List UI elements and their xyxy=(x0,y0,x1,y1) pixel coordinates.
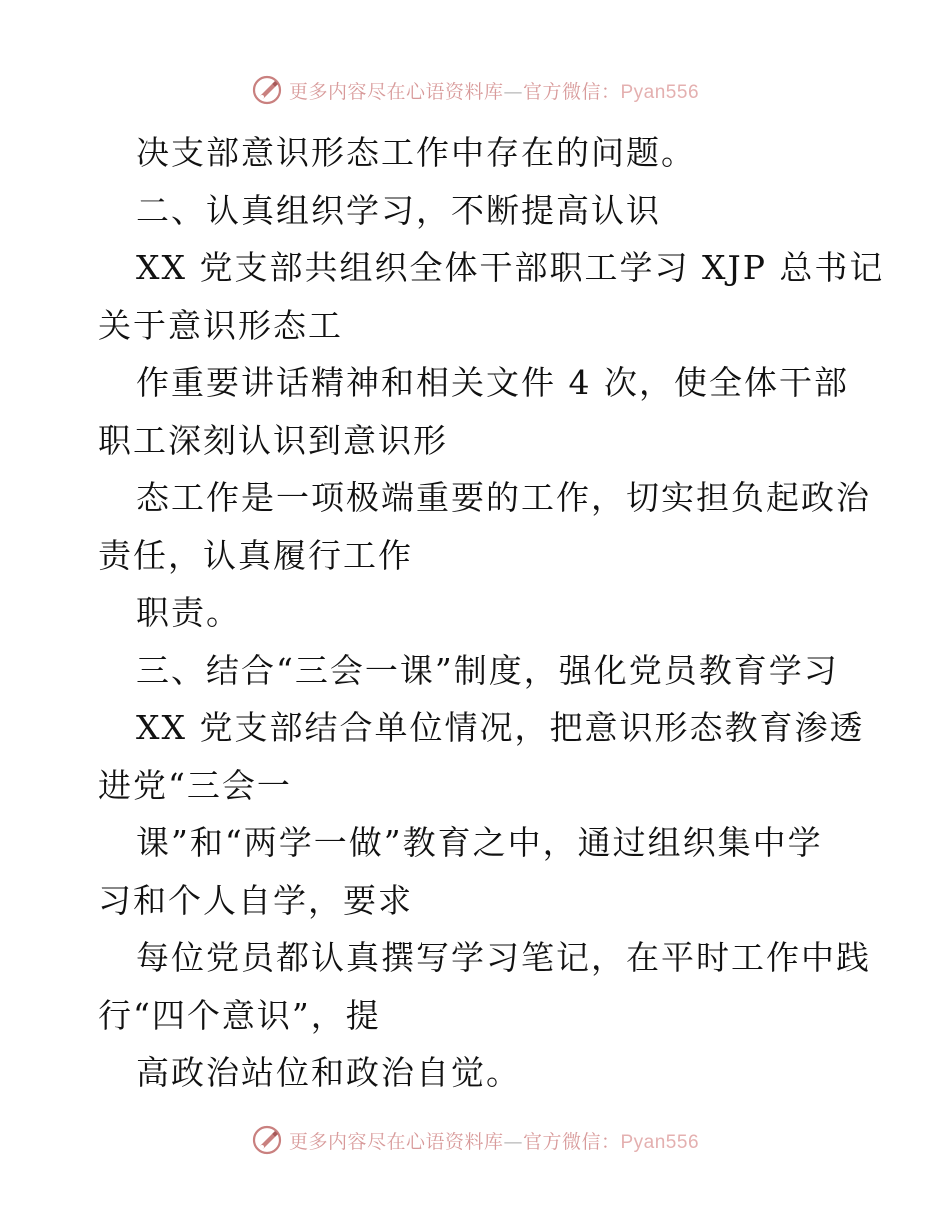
text-line: 职工深刻认识到意识形 xyxy=(98,420,448,460)
text-line: 关于意识形态工 xyxy=(98,305,343,345)
section-heading: 二、认真组织学习，不断提高认识 xyxy=(136,190,661,230)
text-line: 决支部意识形态工作中存在的问题。 xyxy=(136,133,696,172)
watermark-dash: — xyxy=(503,80,523,103)
pen-seal-icon xyxy=(251,74,283,106)
text-line: 责任，认真履行工作 xyxy=(98,535,413,575)
watermark-dash: — xyxy=(503,1130,523,1153)
watermark-contact-value: Pyan556 xyxy=(620,1131,700,1153)
text-line: XX 党支部结合单位情况，把意识形态教育渗透 xyxy=(136,708,865,747)
watermark-brand-text: 更多内容尽在心语资料库 xyxy=(288,1130,504,1153)
watermark-contact-value: Pyan556 xyxy=(620,81,700,103)
text-line: 每位党员都认真撰写学习笔记，在平时工作中践 xyxy=(136,938,871,977)
header-watermark xyxy=(0,70,950,110)
document-body xyxy=(98,124,885,1102)
text-line: 态工作是一项极端重要的工作，切实担负起政治 xyxy=(136,478,871,517)
watermark-contact-label: 官方微信： xyxy=(522,1130,621,1153)
text-line: XX 党支部共组织全体干部职工学习 XJP 总书记 xyxy=(136,248,885,287)
text-line: 高政治站位和政治自觉。 xyxy=(136,1053,521,1092)
text-line: 作重要讲话精神和相关文件 4 次，使全体干部 xyxy=(136,363,849,402)
watermark-brand-text: 更多内容尽在心语资料库 xyxy=(288,80,504,103)
footer-watermark xyxy=(0,1120,950,1160)
section-heading: 三、结合“三会一课”制度，强化党员教育学习 xyxy=(136,650,839,690)
text-line: 进党“三会一 xyxy=(98,765,292,805)
text-line: 行“四个意识”，提 xyxy=(98,995,381,1035)
text-line: 课”和“两学一做”教育之中，通过组织集中学 xyxy=(136,823,823,862)
pen-seal-icon xyxy=(251,1124,283,1156)
text-line: 职责。 xyxy=(136,593,241,632)
watermark-contact-label: 官方微信： xyxy=(522,80,621,103)
text-line: 习和个人自学，要求 xyxy=(98,880,413,920)
